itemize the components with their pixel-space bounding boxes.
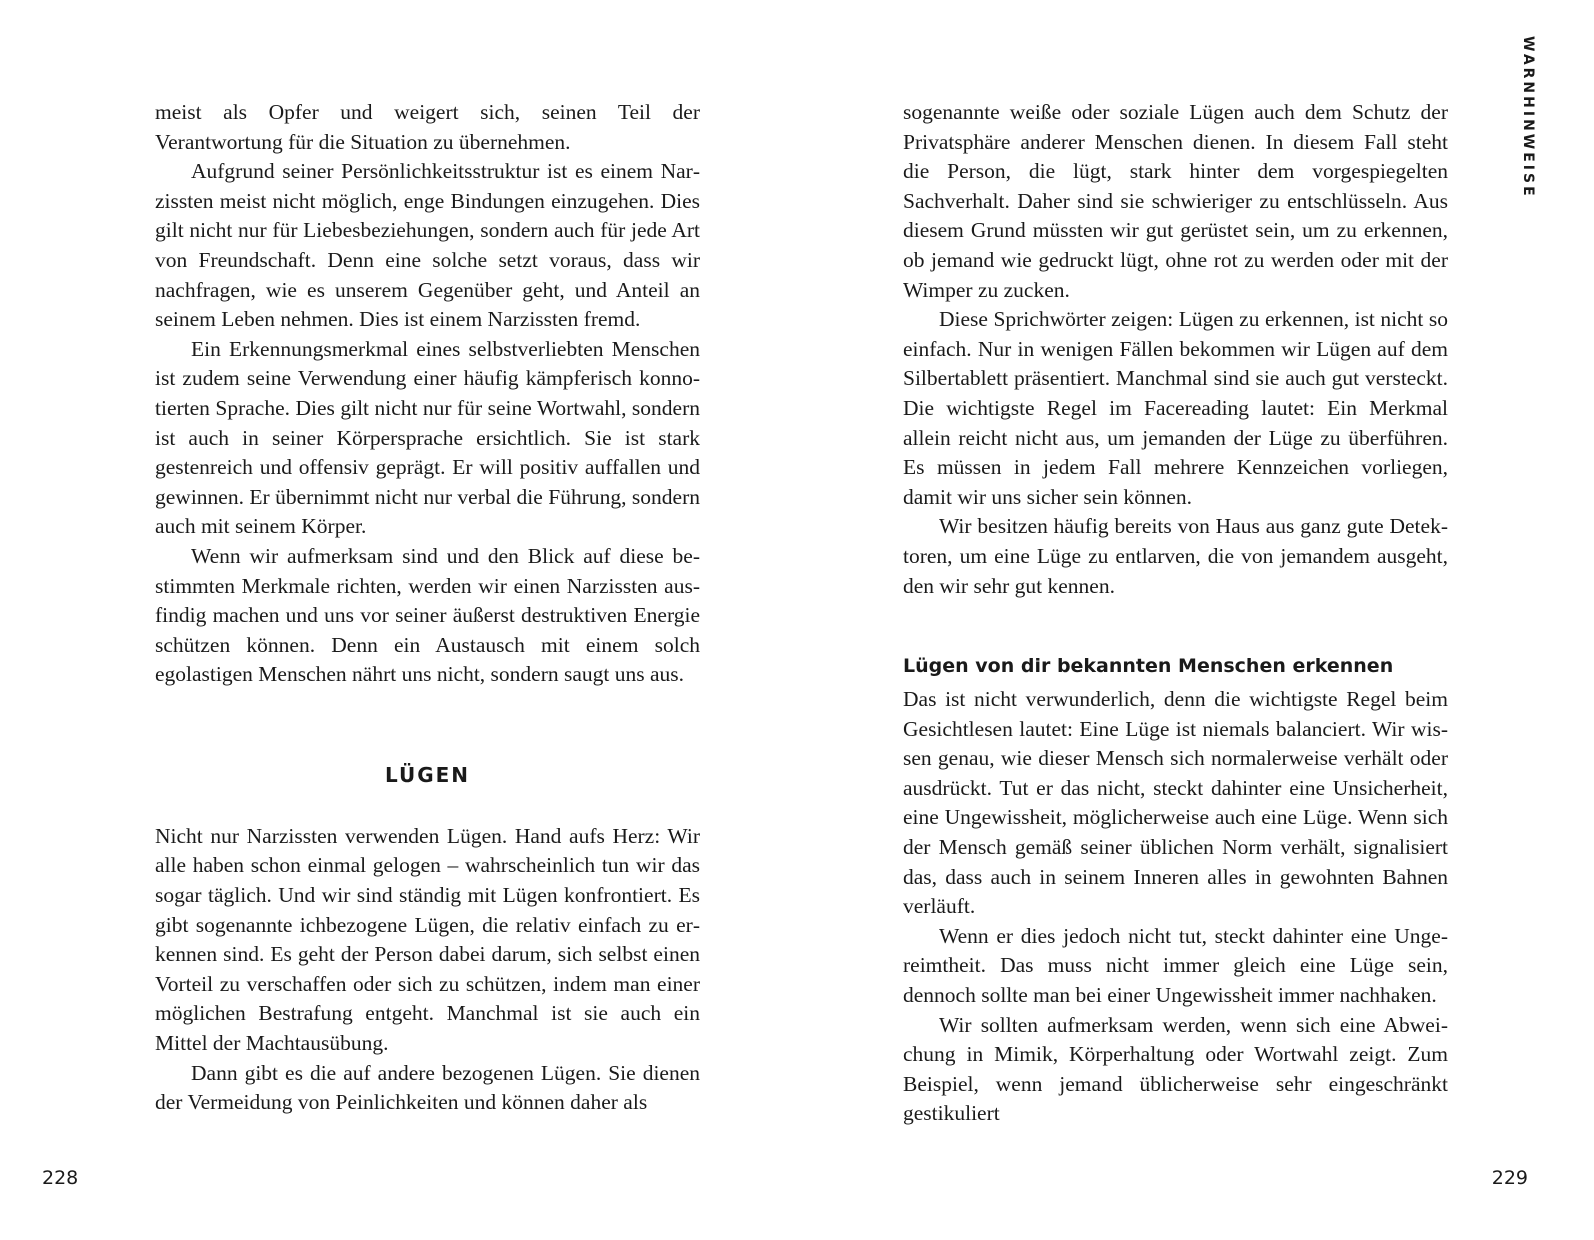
right-text-column [903, 98, 1448, 1129]
paragraph: Aufgrund seiner Persönlichkeitsstruktur ist es einem Narzissten meist nicht möglich, enge Bindungen einzugehen. Dies gilt nicht nur für Liebesbeziehungen, sondern auch für jede Art von Freundschaft. Denn eine solche setzt voraus, dass wir nachfragen, wie es unserem Gegenüber geht, und Anteil an seinem Leben nehmen. Dies ist einem Narzissten fremd. [155, 159, 700, 332]
running-head: WARNHINWEISE [1520, 36, 1536, 199]
paragraph: Diese Sprichwörter zeigen: Lügen zu erkennen, ist nicht so einfach. Nur in wenigen Fällen bekommen wir Lügen auf dem Silbertablett präsentiert. Manchmal sind sie auch gut versteckt. Die wichtigste Regel im Facereading lautet: Ein Merkmal allein reicht nicht aus, um jemanden der Lüge zu überführen. Es müssen in jedem Fall mehrere Kennzeichen vorliegen, damit wir uns sicher sein können. [903, 307, 1448, 509]
right-page [797, 0, 1594, 1240]
page-number-left: 228 [42, 1167, 79, 1189]
paragraph: Wenn er dies jedoch nicht tut, steckt dahinter eine Ungereimtheit. Das muss nicht immer gleich eine Lüge sein, dennoch sollte man bei einer Ungewissheit immer nachhaken. [903, 923, 1448, 1008]
paragraph: sogenannte weiße oder soziale Lügen auch dem Schutz der Privatsphäre anderer Menschen dienen. In diesem Fall steht die Person, die lügt, stark hinter dem vorgespiegelten Sachverhalt. Daher sind sie schwieriger zu entschlüsseln. Aus diesem Grund müssten wir gut gerüstet sein, um zu erkennen, ob jemand wie gedruckt lügt, ohne rot zu werden oder mit der Wimper zu zucken. [903, 100, 1448, 302]
section-heading: LÜGEN [384, 762, 471, 787]
paragraph: Wir sollten aufmerksam werden, wenn sich eine Abweichung in Mimik, Körperhaltung oder Wortwahl zeigt. Zum Beispiel, wenn jemand üblicherweise sehr eingeschränkt gestikuliert [903, 1012, 1448, 1126]
paragraph: meist als Opfer und weigert sich, seinen Teil der Verantwortung für die Situation zu übernehmen. [155, 100, 700, 154]
sub-heading: Lügen von dir bekannten Menschen erkennen [903, 655, 1394, 678]
paragraph: Das ist nicht verwunderlich, denn die wichtigste Regel beim Gesichtlesen lautet: Eine Lüge ist niemals balanciert. Wir wissen genau, wie dieser Mensch sich normalerweise verhält oder ausdrückt. Tut er das nicht, steckt dahinter eine Unsicherheit, eine Ungewissheit, möglicherweise auch eine Lüge. Wenn sich der Mensch gemäß seiner üblichen Norm verhält, signalisiert das, dass auch in seinem Inneren alles in gewohnten Bahnen verläuft. [903, 687, 1448, 919]
paragraph: Wenn wir aufmerksam sind und den Blick auf diese bestimmten Merkmale richten, werden wir einen Narzissten ausfindig machen und uns vor seiner äußerst destruktiven Energie schützen können. Denn ein Austausch mit einem solch egolastigen Menschen nährt uns nicht, sondern saugt uns aus. [155, 543, 700, 687]
paragraph: Nicht nur Narzissten verwenden Lügen. Hand aufs Herz: Wir alle haben schon einmal gelogen – wahrscheinlich tun wir das sogar täglich. Und wir sind ständig mit Lügen konfrontiert. Es gibt sogenannte ichbezogene Lügen, die relativ einfach zu erkennen sind. Es geht der Person dabei darum, sich selbst einen Vorteil zu verschaffen oder sich zu schützen, indem man einer möglichen Bestrafung entgeht. Manchmal ist sie auch ein Mittel der Machtausübung. [155, 823, 700, 1056]
page-number-right: 229 [1491, 1167, 1528, 1189]
paragraph: Ein Erkennungsmerkmal eines selbstverliebten Menschen ist zudem seine Verwendung einer häufig kämpferisch konnotierten Sprache. Dies gilt nicht nur für seine Wortwahl, sondern ist auch in seiner Körpersprache ersichtlich. Sie ist stark gestenreich und offensiv geprägt. Er will positiv auffallen und gewinnen. Er übernimmt nicht nur verbal die Führung, sondern auch mit seinem Körper. [155, 336, 700, 539]
left-text-column [155, 98, 700, 1118]
paragraph: Dann gibt es die auf andere bezogenen Lügen. Sie dienen der Vermeidung von Peinlichkeiten und können daher als [155, 1060, 700, 1115]
paragraph: Wir besitzen häufig bereits von Haus aus ganz gute Detektoren, um eine Lüge zu entlarven, die von jemandem ausgeht, den wir sehr gut kennen. [903, 514, 1448, 598]
